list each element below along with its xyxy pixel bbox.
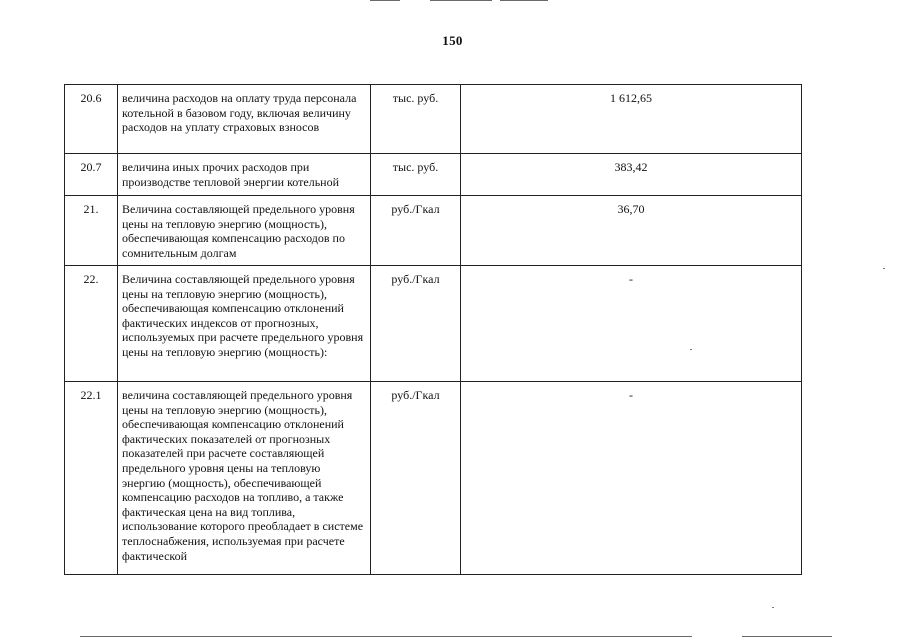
table-row [65, 154, 802, 196]
row-description: величина составляющей предельного уровня цены на тепловую энергию (мощность), обеспечивающая компенсацию отклонений фактических показателей от прогнозных показателей при расчете составляющей предельного уровня цены на тепловую энергию (мощность), обеспечивающей компенсацию расходов на топливо, а также фактическая цена на вид топлива, использование которого преобладает в системе теплоснабжения, используемая при расчете фактической [118, 382, 371, 575]
scan-artifact-top-line-2 [430, 0, 492, 1]
row-number: 20.7 [65, 154, 118, 196]
row-value: 36,70 [461, 196, 802, 266]
row-number: 21. [65, 196, 118, 266]
scan-artifact-bottom-line-right [742, 636, 832, 637]
row-value: 383,42 [461, 154, 802, 196]
row-unit: тыс. руб. [371, 154, 461, 196]
page-number: 150 [442, 33, 463, 48]
row-unit: руб./Гкал [371, 266, 461, 382]
row-number: 22. [65, 266, 118, 382]
row-value: - [461, 266, 802, 382]
scan-artifact-top-line-3 [500, 0, 548, 1]
row-number: 22.1 [65, 382, 118, 575]
scan-artifact-top-line-1 [370, 0, 400, 1]
row-description: величина иных прочих расходов при производстве тепловой энергии котельной [118, 154, 371, 196]
row-value: - [461, 382, 802, 575]
row-description: Величина составляющей предельного уровня цены на тепловую энергию (мощность), обеспечивающая компенсацию расходов по сомнительным долгам [118, 196, 371, 266]
scan-speck [772, 607, 774, 608]
row-description: Величина составляющей предельного уровня цены на тепловую энергию (мощность), обеспечивающая компенсацию отклонений фактических индексов от прогнозных, используемых при расчете предельного уровня цены на тепловую энергию (мощность): [118, 266, 371, 382]
table-row [65, 382, 802, 575]
row-unit: руб./Гкал [371, 196, 461, 266]
table-row [65, 266, 802, 382]
data-table [64, 84, 802, 575]
row-value: 1 612,65 [461, 85, 802, 154]
row-unit: руб./Гкал [371, 382, 461, 575]
row-description: величина расходов на оплату труда персонала котельной в базовом году, включая величину расходов на уплату страховых взносов [118, 85, 371, 154]
row-number: 20.6 [65, 85, 118, 154]
scan-artifact-bottom-line [80, 636, 692, 637]
table-row [65, 196, 802, 266]
row-unit: тыс. руб. [371, 85, 461, 154]
table-row [65, 85, 802, 154]
scan-speck [883, 268, 885, 269]
